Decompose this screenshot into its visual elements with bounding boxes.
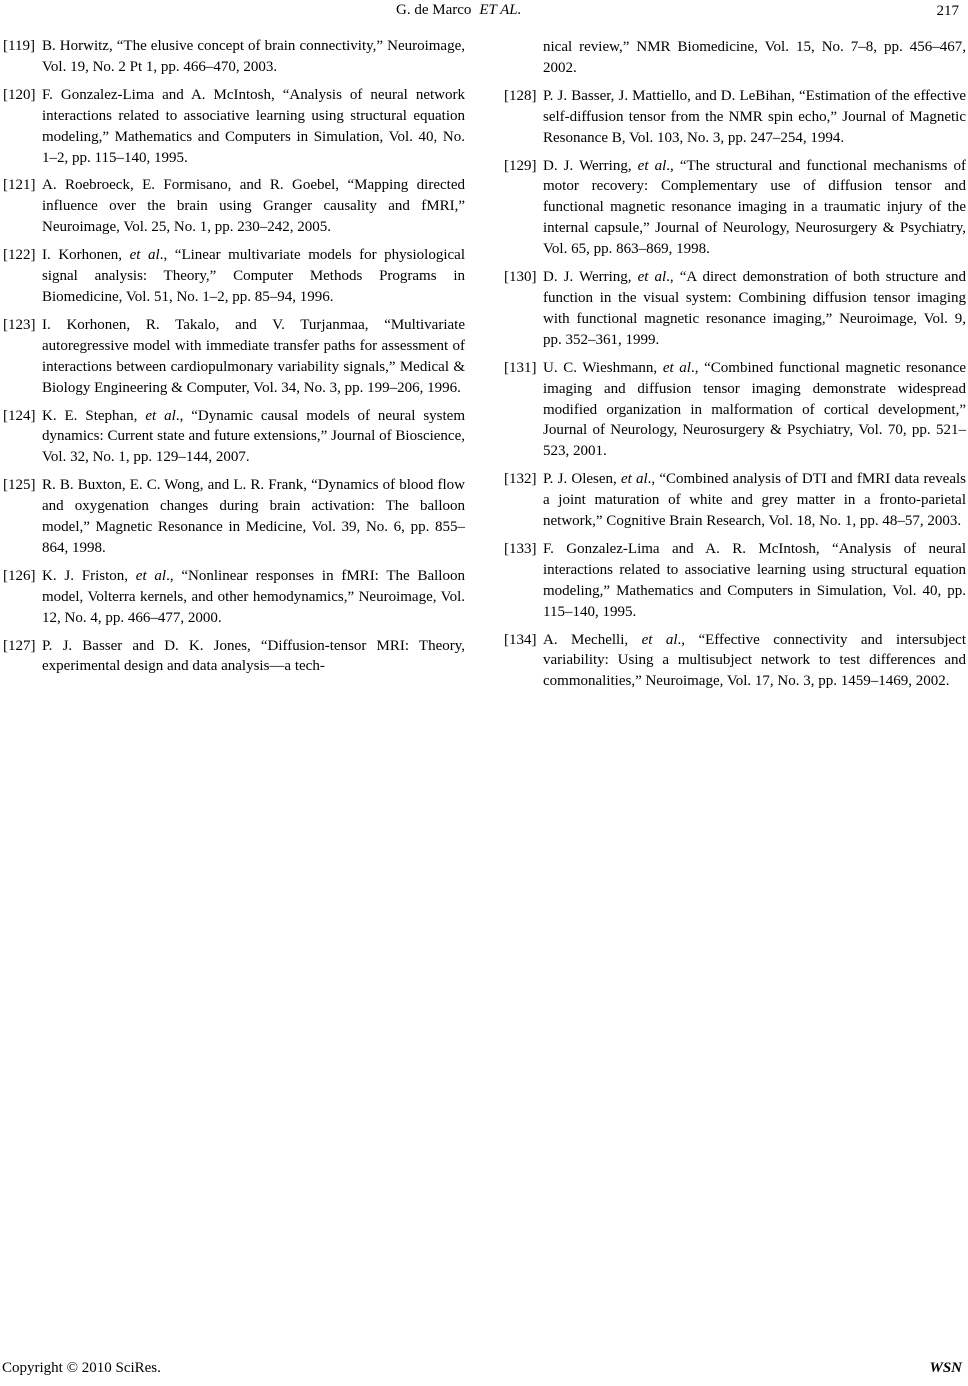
reference-number: [125]: [3, 477, 36, 494]
reference-text-rest: ., “Effective connectivity and intersubject variability: Using a multisubject network to test differences and commonalities,” Neuroimage, Vol. 17, No. 3, pp. 1459–1469, 2002.: [543, 631, 966, 690]
reference-entry: [3, 245, 465, 308]
reference-text-rest: ., “Combined functional magnetic resonance imaging and diffusion tensor imaging demonstrate widespread modified organization in malformation of cortical development,” Journal of Neurology, Neurosurgery & Psychiatry, Vol. 70, pp. 521–523, 2001.: [543, 359, 966, 460]
reference-text-main: R. B. Buxton, E. C. Wong, and L. R. Frank, “Dynamics of blood flow and oxygenation changes during brain activation: The balloon model,” Magnetic Resonance in Medicine, Vol. 39, No. 6, pp. 855–864, 1998.: [42, 477, 465, 556]
reference-text-main: P. J. Olesen,: [543, 471, 621, 488]
reference-text-rest: ., “Linear multivariate models for physiological signal analysis: Theory,” Computer Methods Programs in Biomedicine, Vol. 51, No. 1–2, pp. 85–94, 1996.: [42, 247, 466, 305]
reference-number: [130]: [504, 269, 537, 286]
reference-number: [124]: [3, 407, 36, 424]
reference-etal: et al: [129, 247, 160, 264]
reference-entry: [3, 175, 465, 238]
reference-text: [543, 156, 966, 261]
reference-text-main: K. E. Stephan,: [42, 407, 146, 424]
reference-text-main: I. Korhonen, R. Takalo, and V. Turjanmaa, “Multivariate autoregressive model with immediate transfer paths for assessment of interactions between cardiopulmonary variability signals,” Medical & Biology Engineering & Computer, Vol. 34, No. 3, pp. 199–206, 1996.: [42, 316, 465, 396]
reference-number: [121]: [3, 177, 36, 194]
running-head-authors: G. de Marco: [396, 2, 472, 18]
running-head: [396, 0, 521, 20]
reference-entry: [3, 566, 465, 629]
reference-number: [127]: [3, 637, 36, 654]
reference-number: [129]: [504, 157, 537, 174]
reference-text-main: P. J. Basser and D. K. Jones, “Diffusion-tensor MRI: Theory, experimental design and data analysis—a tech-: [42, 637, 465, 675]
reference-number: [123]: [3, 316, 36, 333]
reference-text-main: I. Korhonen,: [42, 247, 130, 264]
reference-etal: et al: [135, 567, 167, 584]
reference-number: [119]: [3, 38, 35, 54]
reference-text: [543, 469, 966, 532]
reference-number: [131]: [504, 359, 537, 376]
copyright-notice: Copyright © 2010 SciRes.: [2, 1360, 161, 1376]
reference-text-main: B. Horwitz, “The elusive concept of brain connectivity,” Neuroimage, Vol. 19, No. 2 Pt 1, pp. 466–470, 2003.: [42, 38, 465, 75]
reference-text-main: A. Mechelli,: [543, 631, 642, 648]
reference-entry: [504, 86, 966, 149]
reference-etal: et al: [662, 359, 691, 376]
reference-entry: [3, 85, 465, 169]
reference-number: [134]: [504, 631, 537, 648]
reference-text: [42, 315, 465, 399]
reference-text: [543, 267, 966, 351]
reference-etal: et al: [620, 471, 648, 488]
reference-text-main: U. C. Wieshmann,: [543, 359, 663, 376]
references-right-column: [504, 37, 966, 699]
reference-number: [132]: [504, 471, 537, 488]
reference-text-rest: ., “Nonlinear responses in fMRI: The Balloon model, Volterra kernels, and other hemodynamics,” Neuroimage, Vol. 12, No. 4, pp. 466–477, 2000.: [42, 567, 465, 626]
reference-number: [128]: [504, 87, 537, 104]
page-number: 217: [936, 3, 959, 19]
reference-entry: [3, 315, 465, 399]
reference-text: [42, 36, 465, 78]
reference-text: [543, 539, 966, 623]
page-header: [0, 0, 968, 24]
reference-entry: [504, 267, 966, 351]
reference-text: [42, 85, 465, 169]
reference-text-main: D. J. Werring,: [543, 157, 638, 174]
reference-text-main: K. J. Friston,: [42, 567, 136, 584]
reference-number: [120]: [3, 86, 36, 103]
reference-etal: et al: [637, 269, 667, 286]
reference-text: [543, 358, 966, 463]
reference-text-rest: ., “Dynamic causal models of neural system dynamics: Current state and future extensions,” Journal of Bioscience, Vol. 32, No. 1, pp. 129–144, 2007.: [42, 407, 465, 466]
reference-text: [42, 406, 465, 469]
references-left-column: [3, 36, 465, 684]
reference-text: [42, 636, 465, 678]
reference-text-main: nical review,” NMR Biomedicine, Vol. 15, No. 7–8, pp. 456–467, 2002.: [543, 39, 966, 76]
reference-entry: [504, 539, 966, 623]
journal-abbrev: WSN: [929, 1360, 962, 1376]
reference-etal: et al: [637, 157, 667, 174]
reference-text: [42, 175, 465, 238]
reference-text-main: F. Gonzalez-Lima and A. R. McIntosh, “Analysis of neural interactions related to associative learning using structural equation modeling,” Mathematics and Computers in Simulation, Vol. 40, pp. 115–140, 1995.: [543, 540, 966, 620]
running-head-etal: ET AL.: [479, 2, 522, 18]
reference-entry: [3, 406, 465, 469]
reference-text-rest: ., “Combined analysis of DTI and fMRI data reveals a joint maturation of white and grey matter in a fronto-parietal network,” Cognitive Brain Research, Vol. 18, No. 1, pp. 48–57, 2003.: [543, 471, 967, 530]
reference-text-main: P. J. Basser, J. Mattiello, and D. LeBihan, “Estimation of the effective self-diffusion tensor from the NMR spin echo,” Journal of Magnetic Resonance B, Vol. 103, No. 3, pp. 247–254, 1994.: [543, 87, 966, 146]
reference-text: [42, 475, 465, 559]
reference-entry: [504, 37, 966, 79]
reference-text-main: F. Gonzalez-Lima and A. McIntosh, “Analysis of neural network interactions related to associative learning using structural equation modeling,” Mathematics and Computers in Simulation, Vol. 40, No. 1–2, pp. 115–140, 1995.: [42, 86, 465, 166]
reference-text-main: A. Roebroeck, E. Formisano, and R. Goebel, “Mapping directed influence over the brain using Granger causality and fMRI,” Neuroimage, Vol. 25, No. 1, pp. 230–242, 2005.: [42, 177, 465, 236]
reference-text-rest: ., “The structural and functional mechanisms of motor recovery: Complementary use of diffusion tensor and functional magnetic resonance imaging in a traumatic injury of the internal capsule,” Journal of Neurology, Neurosurgery & Psychiatry, Vol. 65, pp. 863–869, 1998.: [543, 157, 966, 258]
reference-entry: [3, 475, 465, 559]
reference-number: [133]: [504, 540, 537, 557]
reference-number: [122]: [3, 247, 36, 264]
reference-entry: [3, 36, 465, 78]
reference-number: [126]: [3, 567, 36, 584]
reference-entry: [504, 358, 966, 463]
page-footer: [0, 1360, 968, 1382]
reference-text-main: D. J. Werring,: [543, 269, 638, 286]
reference-entry: [504, 469, 966, 532]
reference-text: [42, 566, 465, 629]
reference-entry: [3, 636, 465, 678]
reference-etal: et al: [641, 631, 678, 648]
reference-text: [42, 245, 465, 308]
reference-text: [543, 37, 966, 79]
reference-text-rest: ., “A direct demonstration of both structure and function in the visual system: Combining diffusion tensor imaging with functional magnetic resonance imaging,” Neuroimage, Vol. 9, pp. 352–361, 1999.: [543, 269, 967, 348]
reference-entry: [504, 156, 966, 261]
reference-text: [543, 630, 966, 693]
reference-entry: [504, 630, 966, 693]
reference-text: [543, 86, 966, 149]
reference-etal: et al: [145, 407, 176, 424]
